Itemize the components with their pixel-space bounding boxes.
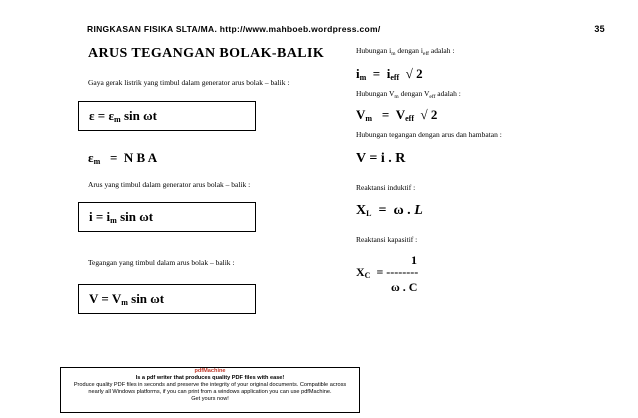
- capacitive-reactance-description: Reaktansi kapasitif :: [356, 235, 418, 244]
- capacitive-reactance-formula: $X_C$ = --------: [356, 265, 419, 280]
- voltage-description: Tegangan yang timbul dalam arus bolak – balik :: [88, 258, 235, 267]
- page-number: 35: [594, 24, 605, 34]
- voltage-formula-box: [78, 284, 256, 314]
- capacitive-denominator: ω . C: [391, 280, 418, 294]
- footer-link[interactable]: Get yours now!: [191, 396, 229, 402]
- pdfmachine-footer: [60, 367, 360, 413]
- emf-formula-box: [78, 101, 256, 131]
- footer-brand: pdfMachine: [194, 368, 226, 374]
- capacitive-numerator: 1: [411, 253, 417, 267]
- emf-formula: $\varepsilon = \varepsilon_m$ sin ωt: [89, 108, 157, 124]
- running-header: RINGKASAN FISIKA SLTA/MA. http://www.mahboeb.wordpress.com/: [87, 24, 381, 34]
- voltage-formula: $V = V_m$ sin ωt: [89, 291, 165, 307]
- current-formula: $i = i_m$ sin ωt: [89, 209, 154, 225]
- ohm-formula: V = i . R: [356, 151, 406, 166]
- im-formula: $i_m = i_{eff}$ √ 2: [356, 66, 423, 82]
- emf-max-formula: $\varepsilon_m = N$ B A: [88, 150, 158, 166]
- footer-line2: Produce quality PDF files in seconds and preserve the integrity of your original documents. Compatible across: [73, 382, 347, 388]
- vm-formula: $V_m = V_{eff}$ √ 2: [356, 107, 438, 123]
- current-formula-box: [78, 202, 256, 232]
- inductive-reactance-description: Reaktansi induktif :: [356, 183, 416, 192]
- ohm-description: Hubungan tegangan dengan arus dan hambatan :: [356, 130, 502, 139]
- inductive-reactance-formula: $X_L = \omega$ . L: [356, 203, 423, 218]
- footer-line3: nearly all Windows platforms, if you can print from a windows application you can use pdfMachine.: [88, 389, 332, 395]
- emf-description: Gaya gerak listrik yang timbul dalam generator arus bolak – balik :: [88, 78, 290, 87]
- current-description: Arus yang timbul dalam generator arus bolak – balik :: [88, 180, 251, 189]
- footer-line1: Is a pdf writer that produces quality PDF files with ease!: [135, 375, 285, 381]
- vm-veff-description: Hubungan $V_m$ dengan $V_{eff}$ adalah :: [356, 89, 461, 100]
- im-ieff-description: Hubungan $i_m$ dengan $i_{eff}$ adalah :: [356, 46, 455, 57]
- section-title: ARUS TEGANGAN BOLAK-BALIK: [88, 46, 325, 61]
